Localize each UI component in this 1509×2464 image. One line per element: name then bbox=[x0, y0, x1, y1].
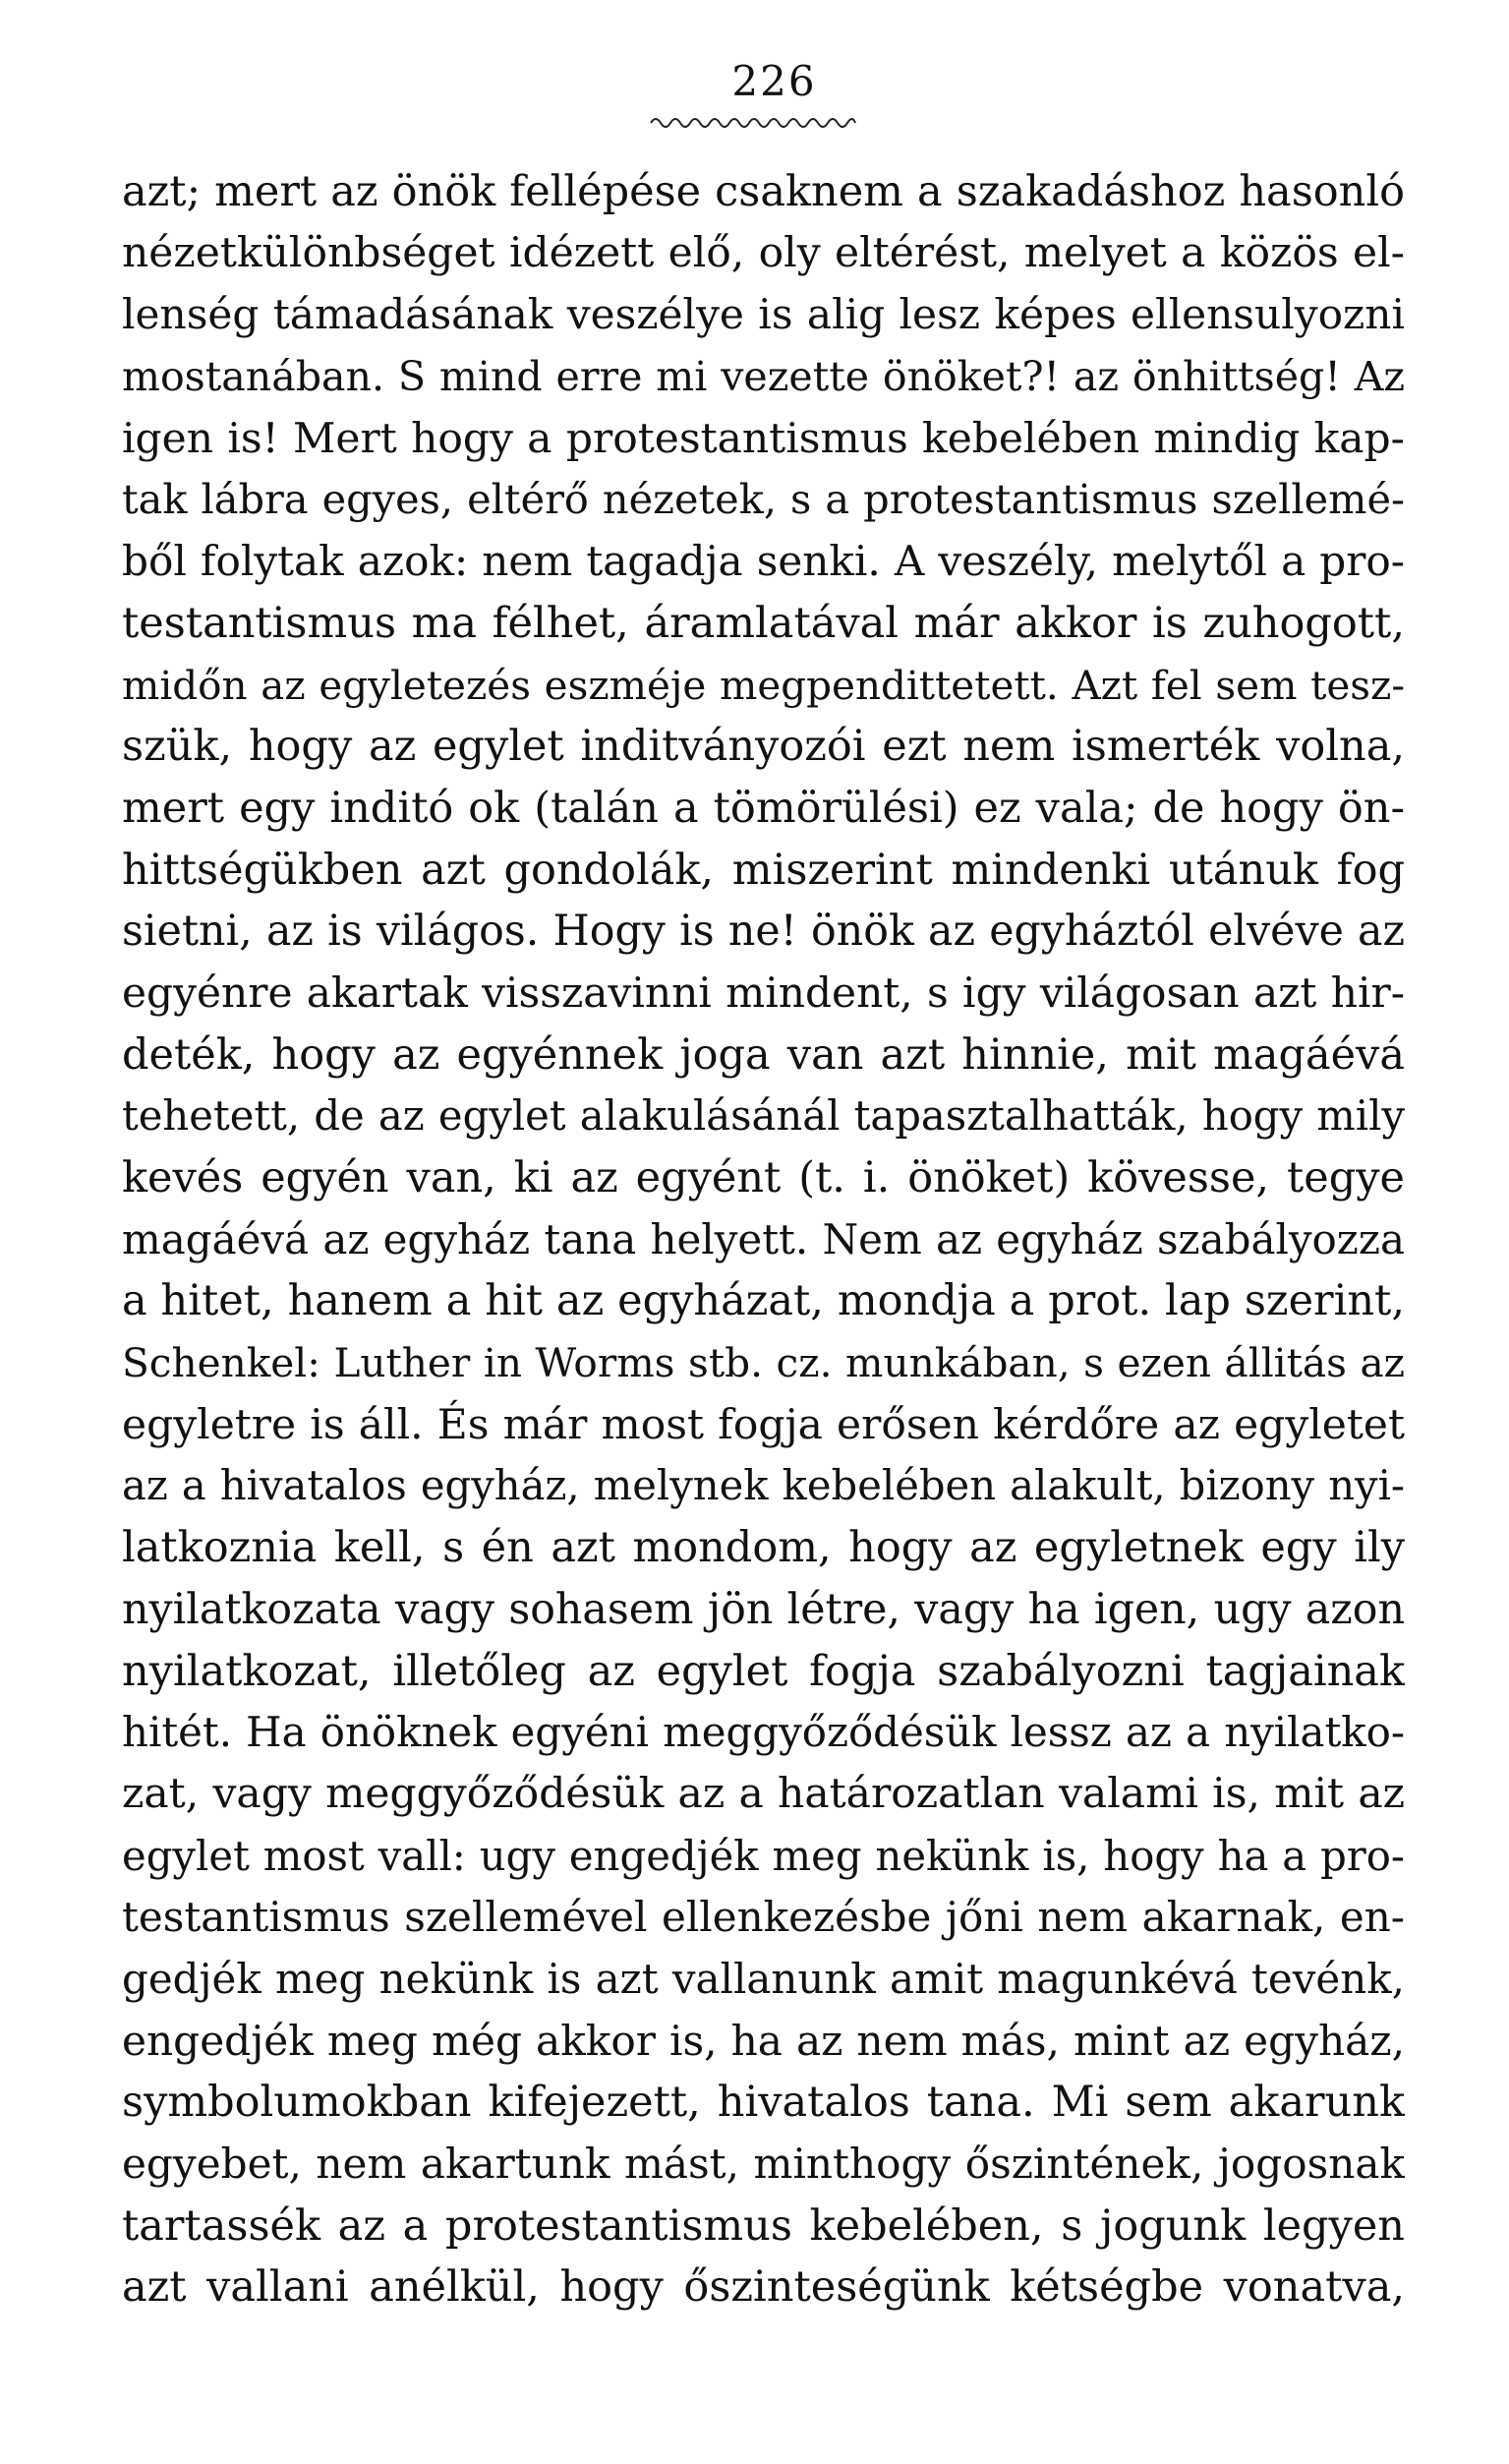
text-line: testantismus ma félhet, áramlatával már akkor is zuhogott, bbox=[122, 598, 1405, 648]
text-line: Schenkel: Luther in Worms stb. cz. munkában, s ezen állitás az bbox=[122, 1339, 1405, 1387]
text-line: az a hivatalos egyház, melynek kebelében alakult, bizony nyi- bbox=[122, 1461, 1405, 1510]
wavy-rule-line bbox=[651, 119, 855, 127]
text-line: egyénre akartak visszavinni mindent, s igy világosan azt hir- bbox=[122, 968, 1405, 1017]
text-line: nézetkülönbséget idézett elő, oly eltérést, melyet a közös el- bbox=[122, 228, 1405, 277]
text-line: tehetett, de az egylet alakulásánál tapasztalhatták, hogy mily bbox=[122, 1091, 1405, 1141]
page-number bbox=[0, 57, 1509, 105]
text-line: nyilatkozata vagy sohasem jön létre, vagy ha igen, ugy azon bbox=[122, 1584, 1405, 1634]
text-line: tartassék az a protestantismus kebelében, s jogunk legyen bbox=[122, 2200, 1405, 2251]
text-line: gedjék meg nekünk is azt vallanunk amit magunkévá tevénk, bbox=[122, 1954, 1405, 2003]
text-line: testantismus szellemével ellenkezésbe jőni nem akarnak, en- bbox=[122, 1893, 1405, 1942]
text-line: igen is! Mert hogy a protestantismus kebelében mindig kap- bbox=[122, 413, 1405, 462]
wavy-rule-ornament bbox=[649, 112, 857, 134]
text-line: deték, hogy az egyénnek joga van azt hinnie, mit magáévá bbox=[122, 1029, 1405, 1080]
text-line: hittségükben azt gondolák, miszerint mindenki utánuk fog bbox=[122, 845, 1405, 895]
body-text bbox=[122, 161, 1405, 2318]
page-number-text: 226 bbox=[731, 57, 817, 105]
text-line: lenség támadásának veszélye is alig lesz képes ellensulyozni bbox=[122, 290, 1405, 339]
text-line: mostanában. S mind erre mi vezette önöket?! az önhittség! Az bbox=[122, 353, 1405, 401]
text-line: midőn az egyletezés eszméje megpendittetett. Azt fel sem tesz- bbox=[122, 661, 1405, 709]
text-line: zat, vagy meggyőződésük az a határozatlan valami is, mit az bbox=[122, 1769, 1405, 1818]
text-line: tak lábra egyes, eltérő nézetek, s a protestantismus szellemé- bbox=[122, 476, 1405, 524]
text-line: hitét. Ha önöknek egyéni meggyőződésük lessz az a nyilatko- bbox=[122, 1708, 1405, 1757]
text-line: latkoznia kell, s én azt mondom, hogy az egyletnek egy ily bbox=[122, 1523, 1405, 1573]
text-line: mert egy inditó ok (talán a tömörülési) ez vala; de hogy ön- bbox=[122, 783, 1405, 833]
text-line: magáévá az egyház tana helyett. Nem az egyház szabályozza bbox=[122, 1214, 1405, 1263]
text-line: kevés egyén van, ki az egyént (t. i. önöket) kövesse, tegye bbox=[122, 1153, 1405, 1203]
text-line: sietni, az is világos. Hogy is ne! önök az egyháztól elvéve az bbox=[122, 907, 1405, 957]
text-line: egyletre is áll. És már most fogja erősen kérdőre az egyletet bbox=[122, 1399, 1405, 1448]
text-line: a hitet, hanem a hit az egyházat, mondja a prot. lap szerint, bbox=[122, 1276, 1405, 1326]
text-line: nyilatkozat, illetőleg az egylet fogja szabályozni tagjainak bbox=[122, 1646, 1405, 1696]
text-line: egyebet, nem akartunk mást, minthogy őszintének, jogosnak bbox=[122, 2140, 1405, 2188]
text-line: engedjék meg még akkor is, ha az nem más, mint az egyház, bbox=[122, 2016, 1405, 2065]
text-line: szük, hogy az egylet inditványozói ezt nem ismerték volna, bbox=[122, 722, 1405, 772]
text-line: ből folytak azok: nem tagadja senki. A veszély, melytől a pro- bbox=[122, 537, 1405, 586]
text-line: azt; mert az önök fellépése csaknem a szakadáshoz hasonló bbox=[122, 167, 1405, 216]
text-line: symbolumokban kifejezett, hivatalos tana. Mi sem akarunk bbox=[122, 2078, 1405, 2128]
text-line: egylet most vall: ugy engedjék meg nekünk is, hogy ha a pro- bbox=[122, 1831, 1405, 1880]
text-line: azt vallani anélkül, hogy őszinteségünk kétségbe vonatva, bbox=[122, 2262, 1405, 2313]
